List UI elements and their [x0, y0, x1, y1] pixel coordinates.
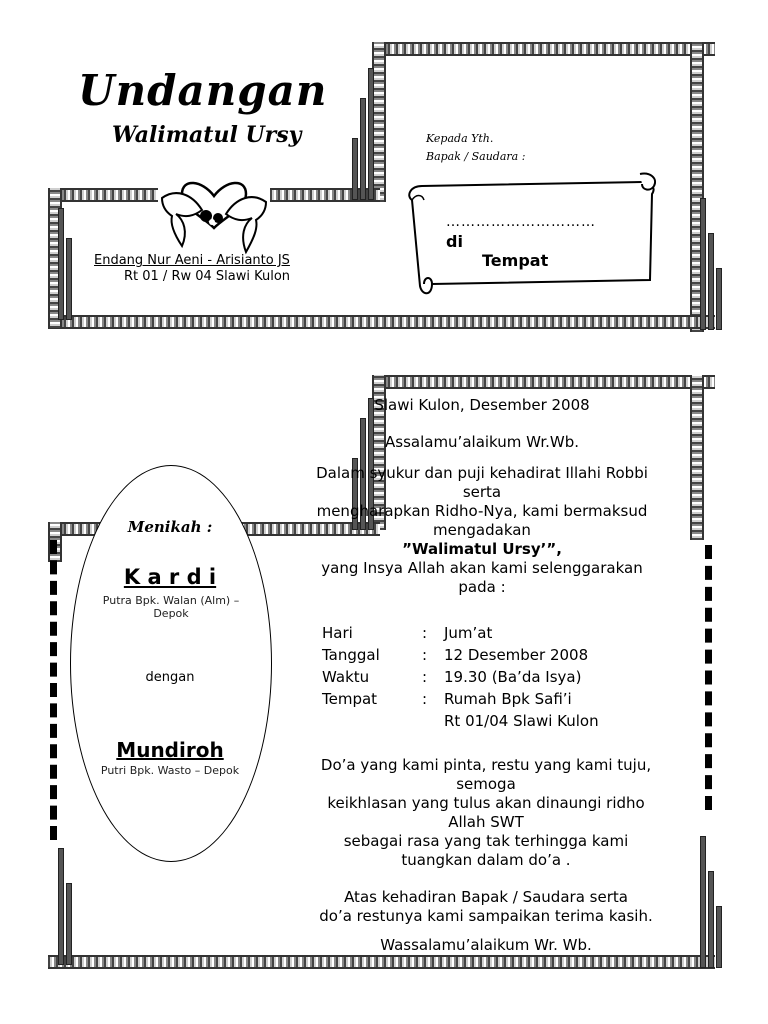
event-name: ”Walimatul Ursy’”,	[402, 540, 562, 558]
decor-bars	[58, 850, 72, 965]
detail-row	[322, 710, 682, 732]
bride-parent: Putri Bpk. Wasto – Depok	[100, 764, 240, 777]
paragraph-line: keikhlasan yang tulus akan dinaungi ridho	[327, 794, 645, 812]
paragraph-line: mengadakan	[433, 521, 531, 539]
detail-label: Hari	[322, 624, 353, 642]
dashed-border	[705, 545, 712, 810]
menikah-heading: Menikah :	[127, 518, 213, 536]
groom-parent: Putra Bpk. Walan (Alm) – Depok	[102, 594, 240, 620]
paragraph-line: Dalam syukur dan puji kehadirat Illahi Robbi	[316, 464, 648, 482]
paragraph-line: mengharapkan Ridho-Nya, kami bermaksud	[316, 502, 648, 520]
paragraph-line: sebagai rasa yang tak terhingga kami	[343, 832, 629, 850]
doves-heart-icon	[158, 158, 270, 258]
di-label: di	[446, 232, 463, 251]
letter-body	[274, 396, 690, 597]
recipient-label: Kepada Yth.	[426, 132, 494, 145]
place-date: Slawi Kulon, Desember 2008	[374, 396, 590, 414]
paragraph-line: do’a restunya kami sampaikan terima kasih.	[319, 907, 653, 925]
detail-value: Rt 01/04 Slawi Kulon	[444, 712, 599, 730]
detail-sep: :	[422, 646, 428, 664]
frame-rail	[380, 375, 715, 389]
tempat-label: Tempat	[482, 251, 549, 270]
detail-sep: :	[422, 690, 428, 708]
recipient-label-2: Bapak / Saudara :	[426, 150, 526, 163]
paragraph-line: Allah SWT	[448, 813, 524, 831]
detail-label	[322, 710, 422, 732]
decor-bars	[58, 210, 72, 320]
recipient-name-line: …………………………	[446, 214, 596, 230]
paragraph-line: serta	[462, 483, 502, 501]
paragraph-line: Atas kehadiran Bapak / Saudara serta	[344, 888, 628, 906]
event-details	[322, 622, 682, 732]
detail-row	[322, 688, 682, 710]
dashed-border	[50, 540, 57, 840]
paragraph-line: tuangkan dalam do’a .	[401, 851, 571, 869]
detail-sep: :	[422, 668, 428, 686]
detail-row	[322, 666, 682, 688]
host-address: Rt 01 / Rw 04 Slawi Kulon	[124, 269, 291, 284]
paragraph-line: pada :	[458, 578, 506, 596]
detail-value: 19.30 (Ba’da Isya)	[444, 668, 582, 686]
detail-value: Jum’at	[444, 624, 493, 642]
invitation-subtitle: Walimatul Ursy	[112, 122, 302, 148]
closing-salam: Wassalamu’alaikum Wr. Wb.	[380, 936, 592, 950]
host-names: Endang Nur Aeni - Arisianto JS	[94, 253, 290, 268]
frame-rail	[690, 375, 704, 540]
frame-rail	[372, 42, 386, 202]
decor-bars	[700, 838, 722, 968]
paragraph-line: semoga	[456, 775, 516, 793]
detail-label: Tanggal	[322, 646, 380, 664]
connector-text: dengan	[145, 670, 195, 685]
frame-rail	[380, 42, 715, 56]
detail-label: Waktu	[322, 668, 370, 686]
invitation-title: Undangan	[78, 66, 328, 115]
frame-rail	[48, 315, 715, 329]
detail-row	[322, 644, 682, 666]
detail-sep	[422, 710, 444, 732]
frame-rail	[48, 955, 715, 969]
paragraph-line: yang Insya Allah akan kami selenggarakan	[321, 559, 643, 577]
letter-closing	[274, 756, 698, 950]
paragraph-line: Do’a yang kami pinta, restu yang kami tuju,	[320, 756, 652, 774]
groom-name: K a r d i	[123, 565, 217, 589]
detail-sep: :	[422, 624, 428, 642]
decor-bars	[352, 70, 374, 200]
scroll-icon	[402, 168, 660, 302]
frame-rail	[48, 188, 158, 202]
greeting: Assalamu’alaikum Wr.Wb.	[385, 433, 579, 451]
detail-label: Tempat	[322, 690, 378, 708]
detail-row	[322, 622, 682, 644]
detail-value: 12 Desember 2008	[444, 646, 589, 664]
detail-value: Rumah Bpk Safi’i	[444, 690, 572, 708]
bride-name: Mundiroh	[116, 738, 224, 762]
decor-bars	[700, 200, 722, 330]
